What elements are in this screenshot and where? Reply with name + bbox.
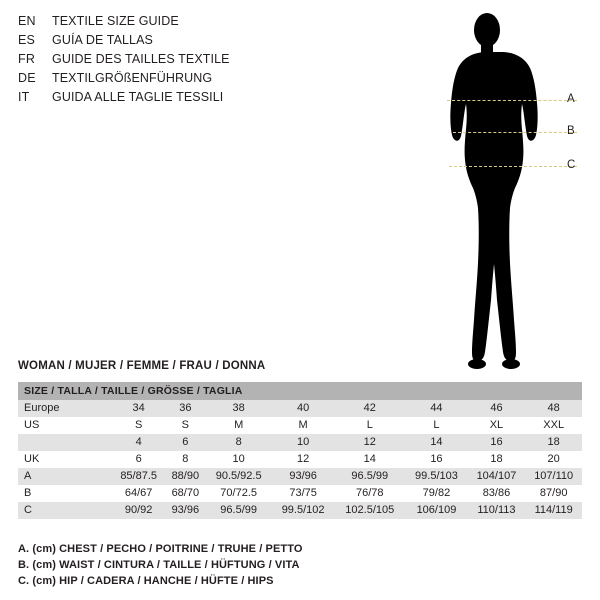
cell: M <box>205 417 272 434</box>
cell: S <box>112 417 165 434</box>
table-header-label: SIZE / TALLA / TAILLE / GRÖSSE / TAGLIA <box>18 382 582 400</box>
cell: 85/87.5 <box>112 468 165 485</box>
female-silhouette-figure <box>415 8 590 373</box>
cell: 10 <box>205 451 272 468</box>
cell: 73/75 <box>272 485 334 502</box>
footnote-b: B. (cm) WAIST / CINTURA / TAILLE / HÜFTUNG / VITA <box>18 559 300 571</box>
footnote-c: C. (cm) HIP / CADERA / HANCHE / HÜFTE / HIPS <box>18 575 274 587</box>
cell: 99.5/103 <box>405 468 467 485</box>
cell: 114/119 <box>525 502 582 519</box>
cell: 40 <box>272 400 334 417</box>
cell: M <box>272 417 334 434</box>
cell: L <box>405 417 467 434</box>
cell: 68/70 <box>165 485 205 502</box>
title-text-fr: GUIDE DES TAILLES TEXTILE <box>52 52 230 66</box>
table-row <box>18 417 582 434</box>
cell: 14 <box>405 434 467 451</box>
language-code-en: EN <box>18 14 36 28</box>
cell: 36 <box>165 400 205 417</box>
cell: XXL <box>525 417 582 434</box>
cell: 12 <box>272 451 334 468</box>
measure-line-b <box>453 132 577 133</box>
cell: 18 <box>525 434 582 451</box>
cell: 107/110 <box>525 468 582 485</box>
cell: 102.5/105 <box>334 502 405 519</box>
cell: 93/96 <box>272 468 334 485</box>
language-code-es: ES <box>18 33 36 47</box>
row-label-us-numeric <box>18 434 112 451</box>
table-row <box>18 400 582 417</box>
cell: 34 <box>112 400 165 417</box>
cell: 110/113 <box>468 502 526 519</box>
cell: 6 <box>112 451 165 468</box>
title-row-it <box>18 90 348 109</box>
cell: 8 <box>205 434 272 451</box>
measure-label-a: A <box>567 93 575 105</box>
cell: 93/96 <box>165 502 205 519</box>
cell: 64/67 <box>112 485 165 502</box>
row-label-uk: UK <box>18 451 112 468</box>
footnotes-block <box>18 541 538 589</box>
cell: 46 <box>468 400 526 417</box>
language-code-fr: FR <box>18 52 36 66</box>
cell: 87/90 <box>525 485 582 502</box>
cell: 79/82 <box>405 485 467 502</box>
measure-line-c <box>449 166 577 167</box>
cell: 38 <box>205 400 272 417</box>
title-row-fr <box>18 52 348 71</box>
cell: 90.5/92.5 <box>205 468 272 485</box>
row-label-us: US <box>18 417 112 434</box>
size-table <box>18 382 582 519</box>
row-label-a: A <box>18 468 112 485</box>
cell: 104/107 <box>468 468 526 485</box>
language-code-it: IT <box>18 90 30 104</box>
cell: L <box>334 417 405 434</box>
table-row <box>18 451 582 468</box>
cell: 76/78 <box>334 485 405 502</box>
cell: 16 <box>468 434 526 451</box>
cell: 106/109 <box>405 502 467 519</box>
cell: 6 <box>165 434 205 451</box>
cell: XL <box>468 417 526 434</box>
title-text-es: GUÍA DE TALLAS <box>52 33 153 47</box>
row-label-europe: Europe <box>18 400 112 417</box>
cell: 42 <box>334 400 405 417</box>
cell: 18 <box>468 451 526 468</box>
measure-line-a <box>447 100 577 101</box>
cell: 8 <box>165 451 205 468</box>
table-row <box>18 434 582 451</box>
cell: 20 <box>525 451 582 468</box>
cell: 96.5/99 <box>334 468 405 485</box>
title-row-de <box>18 71 348 90</box>
cell: 88/90 <box>165 468 205 485</box>
title-row-es <box>18 33 348 52</box>
table-row <box>18 485 582 502</box>
language-code-de: DE <box>18 71 36 85</box>
female-body-silhouette-icon <box>415 8 590 373</box>
cell: 44 <box>405 400 467 417</box>
cell: 16 <box>405 451 467 468</box>
size-table-wrapper <box>18 382 582 519</box>
title-block <box>18 14 348 109</box>
cell: 10 <box>272 434 334 451</box>
cell: 70/72.5 <box>205 485 272 502</box>
footnote-a: A. (cm) CHEST / PECHO / POITRINE / TRUHE / PETTO <box>18 543 303 555</box>
measure-label-b: B <box>567 125 575 137</box>
cell: 4 <box>112 434 165 451</box>
cell: 96.5/99 <box>205 502 272 519</box>
section-heading-woman: WOMAN / MUJER / FEMME / FRAU / DONNA <box>18 360 266 372</box>
title-text-de: TEXTILGRÖßENFÜHRUNG <box>52 71 213 85</box>
cell: 99.5/102 <box>272 502 334 519</box>
table-row <box>18 502 582 519</box>
cell: 48 <box>525 400 582 417</box>
cell: 12 <box>334 434 405 451</box>
cell: 83/86 <box>468 485 526 502</box>
table-row <box>18 468 582 485</box>
row-label-c: C <box>18 502 112 519</box>
title-row-en <box>18 14 348 33</box>
cell: S <box>165 417 205 434</box>
row-label-b: B <box>18 485 112 502</box>
cell: 14 <box>334 451 405 468</box>
measure-label-c: C <box>567 159 576 171</box>
title-text-en: TEXTILE SIZE GUIDE <box>52 14 179 28</box>
cell: 90/92 <box>112 502 165 519</box>
title-text-it: GUIDA ALLE TAGLIE TESSILI <box>52 90 224 104</box>
table-header-row <box>18 382 582 400</box>
